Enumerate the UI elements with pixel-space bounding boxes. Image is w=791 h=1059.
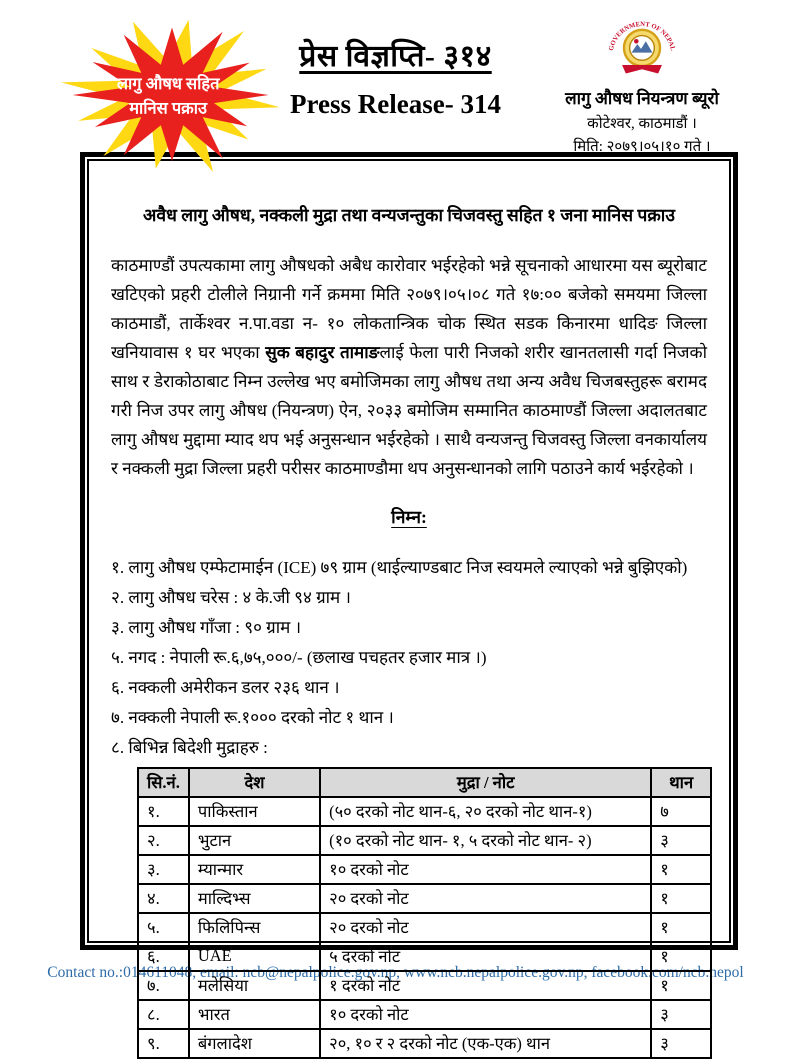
nepal-government-emblem	[604, 8, 680, 84]
cell-country: पाकिस्तान	[189, 797, 320, 826]
emblem-sun	[634, 39, 639, 44]
cell-serial: १.	[138, 797, 189, 826]
cell-serial: ३.	[138, 855, 189, 884]
cell-country: म्यान्मार	[189, 855, 320, 884]
cell-serial: ५.	[138, 913, 189, 942]
arrest-starburst-badge	[52, 10, 292, 180]
cell-note: (१० दरको नोट थान- १, ५ दरको नोट थान- २)	[320, 826, 651, 855]
cell-note: २०, १० र २ दरको नोट (एक-एक) थान	[320, 1029, 651, 1058]
list-heading: निम्न:	[391, 507, 427, 527]
table-row	[138, 913, 711, 942]
cell-quantity: १	[651, 942, 711, 971]
cell-country: भारत	[189, 1000, 320, 1029]
list-item: ७. नक्कली नेपाली रू.१००० दरको नोट १ थान ।	[111, 708, 394, 727]
starburst-red-layer	[73, 28, 269, 162]
cell-country: मलेसिया	[189, 971, 320, 1000]
emblem-icon	[604, 8, 680, 84]
issuing-office-block	[537, 8, 747, 156]
table-header-row	[138, 768, 711, 797]
table-row	[138, 942, 711, 971]
paragraph-after-name: लाई फेला पारी निजको शरीर खानतलासी गर्दा निजको साथ र डेराकोठाबाट निम्न उल्लेख भए बमोजिमका लागु औषध तथा अन्य अवैध चिजबस्तुहरू बरामद गरी निज उपर लागु औषध (नियन्त्रण) ऐन, २०३३ बमोजिम सम्मानित काठमाण्डौं जिल्ला अदालतबाट लागु औषध मुद्दामा म्याद थप भई अनुसन्धान भईरहेको । साथै वन्यजन्तु चिजवस्तु जिल्ला वनकार्यालय र नक्कली मुद्रा जिल्ला प्रहरी परीसर काठमाण्डौमा थप अनुसन्धानको लागि पठाउने कार्य भईरहेको ।	[111, 343, 707, 478]
cell-quantity: १	[651, 913, 711, 942]
cell-country: फिलिपिन्स	[189, 913, 320, 942]
cell-quantity: ३	[651, 1000, 711, 1029]
cell-serial: ६.	[138, 942, 189, 971]
org-name: लागु औषध नियन्त्रण ब्यूरो	[565, 89, 719, 108]
badge-text-line1: लागु औषध सहित	[116, 74, 220, 94]
header-country: देश	[189, 768, 320, 797]
table-row	[138, 971, 711, 1000]
list-item: ८. बिभिन्न बिदेशी मुद्राहरु :	[111, 738, 268, 757]
list-item: १. लागु औषध एम्फेटामाईन (ICE) ७९ ग्राम (थाईल्याण्डबाट निज स्वयमले ल्याएको भन्ने बुझिएको)	[111, 558, 688, 577]
press-release-title-nepali: प्रेस विज्ञप्ति- ३१४	[299, 40, 492, 73]
cell-note: १ दरको नोट	[320, 971, 651, 1000]
footer-contact-line: Contact no.:014611048, email: ncb@nepalpolice.gov.np, www.ncb.nepalpolice.gov.np, facebook.com/ncb.nepol	[47, 964, 744, 981]
list-item: २. लागु औषध चरेस : ४ के.जी ९४ ग्राम ।	[111, 588, 351, 607]
cell-quantity: १	[651, 884, 711, 913]
cell-serial: २.	[138, 826, 189, 855]
org-address: कोटेश्वर, काठमाडौं ।	[587, 116, 697, 132]
document-headline: अवैध लागु औषध, नक्कली मुद्रा तथा वन्यजन्तुका चिजवस्तु सहित १ जना मानिस पक्राउ	[143, 205, 675, 225]
cell-quantity: ३	[651, 826, 711, 855]
foreign-currency-table	[137, 767, 712, 1059]
table-row	[138, 1000, 711, 1029]
cell-serial: ८.	[138, 1000, 189, 1029]
cell-note: १० दरको नोट	[320, 855, 651, 884]
list-item: ६. नक्कली अमेरीकन डलर २३६ थान ।	[111, 678, 340, 697]
starburst-icon	[52, 10, 292, 180]
cell-quantity: ७	[651, 797, 711, 826]
cell-note: २० दरको नोट	[320, 884, 651, 913]
cell-note: ५ दरको नोट	[320, 942, 651, 971]
table-row	[138, 855, 711, 884]
cell-quantity: ३	[651, 1029, 711, 1058]
table-row	[138, 1029, 711, 1058]
cell-serial: ४.	[138, 884, 189, 913]
cell-note: १० दरको नोट	[320, 1000, 651, 1029]
cell-serial: ७.	[138, 971, 189, 1000]
header-currency-note: मुद्रा / नोट	[320, 768, 651, 797]
cell-note: २० दरको नोट	[320, 913, 651, 942]
cell-country: UAE	[189, 942, 320, 971]
emblem-ribbon	[622, 65, 662, 74]
paragraph-before-name: काठमाण्डौं उपत्यकामा लागु औषधको अबैध कारोवार भईरहेको भन्ने सूचनाको आधारमा यस ब्यूरोबाट खटिएको प्रहरी टोलीले निग्रानी गर्ने क्रममा मिति २०७९।०५।०८ गते १७:०० बजेको समयमा जिल्ला काठमाडौं, तार्केश्वर न.पा.वडा न- १० लोकतान्त्रिक चोक स्थित सडक किनारमा धादिङ जिल्ला खनियावास १ घर भएका	[111, 256, 707, 362]
cell-country: बंगलादेश	[189, 1029, 320, 1058]
cell-quantity: १	[651, 971, 711, 1000]
cell-serial: ९.	[138, 1029, 189, 1058]
header-serial-no: सि.नं.	[138, 768, 189, 797]
cell-note: (५० दरको नोट थान-६, २० दरको नोट थान-१)	[320, 797, 651, 826]
press-release-title-english: Press Release- 314	[290, 89, 501, 119]
cell-country: भुटान	[189, 826, 320, 855]
table-row	[138, 797, 711, 826]
table-row	[138, 826, 711, 855]
emblem-arc-text: GOVERNMENT OF NEPAL	[607, 21, 677, 52]
header-quantity: थान	[651, 768, 711, 797]
cell-country: माल्दिभ्स	[189, 884, 320, 913]
release-date: मिति: २०७९।०५।१० गते ।	[573, 139, 711, 155]
cell-quantity: १	[651, 855, 711, 884]
table-row	[138, 884, 711, 913]
body-paragraph	[111, 251, 707, 483]
list-item: ५. नगद : नेपाली रू.६,७५,०००/- (छलाख पचहतर हजार मात्र ।)	[111, 648, 487, 667]
list-item: ३. लागु औषध गाँजा : ९० ग्राम ।	[111, 618, 302, 637]
seizure-list	[111, 553, 707, 763]
badge-text-line2: मानिस पक्राउ	[129, 98, 208, 118]
suspect-name: सुक बहादुर तामाङ	[265, 343, 380, 362]
